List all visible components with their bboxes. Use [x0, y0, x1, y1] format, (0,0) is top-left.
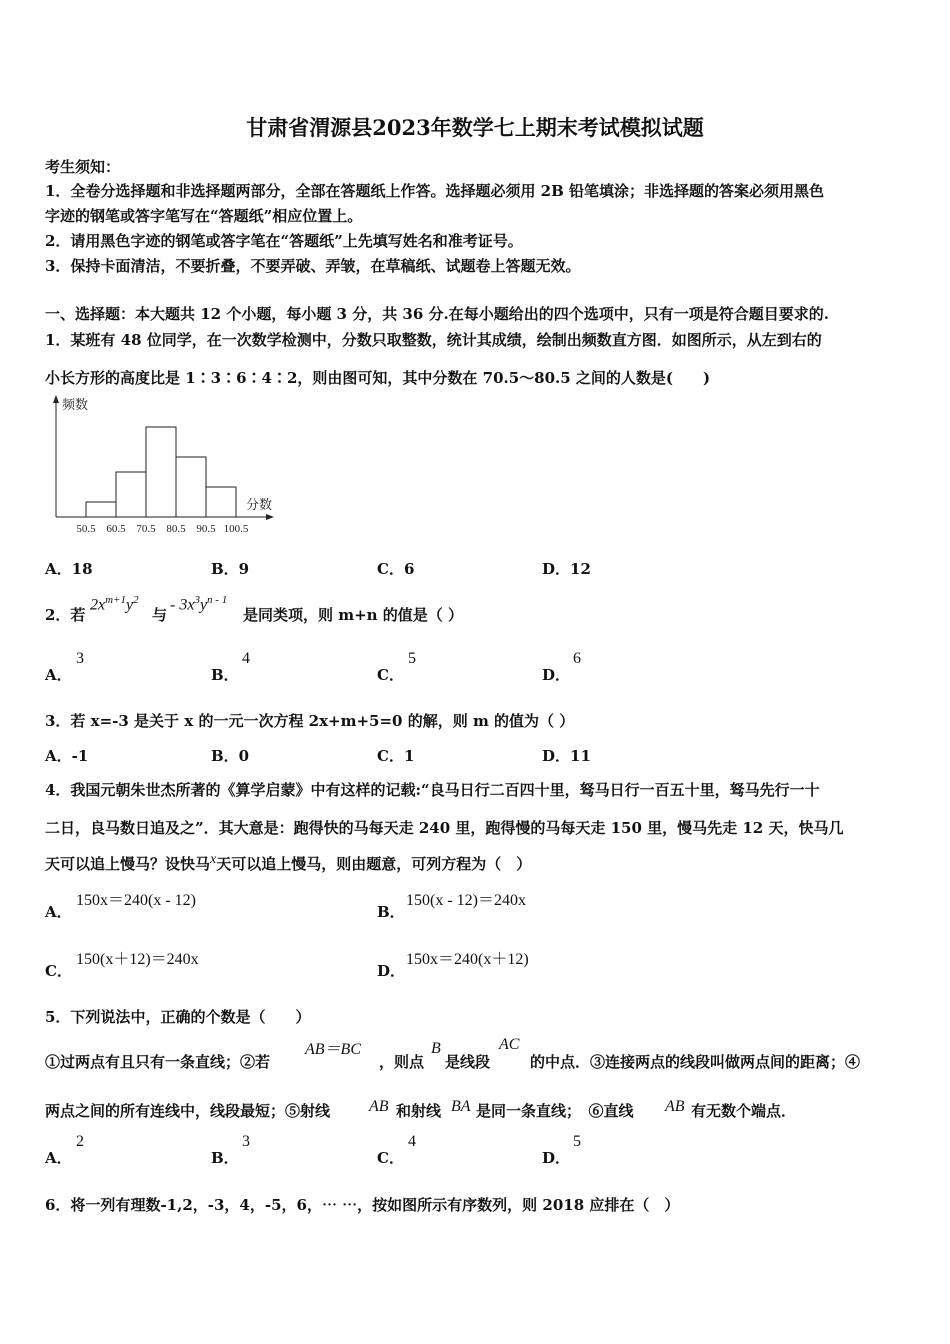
notice-line-3: 3．保持卡面清洁，不要折叠，不要弄破、弄皱，在草稿纸、试题卷上答题无效。 [45, 257, 581, 275]
q5-point-b: B [431, 1040, 441, 1057]
q5-line-2c: 是同一条直线； ⑥直线 [476, 1102, 634, 1120]
x-axis-label: 分数 [246, 497, 273, 512]
q4-option-b-label: B． [377, 903, 405, 921]
x-tick-label: 80.5 [166, 523, 186, 535]
q2-mid: 与 [152, 606, 168, 624]
q5-option-d-label: D． [542, 1149, 571, 1167]
q5-stem: 5．下列说法中，正确的个数是（ ） [45, 1008, 311, 1026]
q2-option-c-value: 5 [408, 650, 416, 667]
q2-option-a-label: A． [45, 666, 72, 684]
q2-prefix: 2．若 [45, 606, 86, 624]
q2-term-2: - $3x^3y^{n - 1}$ [170, 594, 228, 614]
q5-option-a-label: A． [45, 1149, 72, 1167]
notice-line-1-cont: 字迹的钢笔或答字笔写在“答题纸”相应位置上。 [45, 207, 363, 225]
q2-option-b-label: B． [211, 666, 239, 684]
q5-line-2b: 和射线 [396, 1102, 442, 1120]
q1-option-b: B．9 [211, 560, 250, 578]
q4-option-d-equation: 150x＝240(x＋12) [406, 951, 529, 968]
q3-option-a: A．-1 [45, 747, 89, 765]
q4-option-d-label: D． [377, 962, 406, 980]
q5-line-1a: ①过两点有且只有一条直线；②若 [45, 1053, 271, 1071]
q2-option-c-label: C． [377, 666, 404, 684]
q5-equation-ab-bc: AB＝BC [305, 1041, 361, 1058]
q5-line-ab: AB [665, 1098, 685, 1115]
x-tick-label: 60.5 [106, 523, 126, 535]
q3-stem: 3．若 x=-3 是关于 x 的一元一次方程 2x+m+5=0 的解，则 m 的值为（ ） [45, 712, 575, 730]
q4-line-1: 4．我国元朝朱世杰所著的《算学启蒙》中有这样的记载:“良马日行二百四十里，驽马日行一百五十里，驽马先行一十 [45, 781, 820, 799]
notice-line-1: 1．全卷分选择题和非选择题两部分，全部在答题纸上作答。选择题必须用 2B 铅笔填涂；非选择题的答案必须用黑色 [45, 182, 825, 200]
histogram-chart [40, 392, 280, 540]
x-axis-arrow [266, 514, 274, 520]
y-axis-arrow [53, 395, 59, 403]
q5-option-d-value: 5 [573, 1133, 581, 1150]
q6-stem: 6．将一列有理数-1,2，-3，4，-5，6，⋯ ⋯，按如图所示有序数列，则 2018 应排在（ ） [45, 1196, 680, 1214]
q4-line-3: 天可以追上慢马？设快马x天可以追上慢马，则由题意，可列方程为（ ） [45, 852, 532, 873]
q1-line-1: 1．某班有 48 位同学，在一次数学检测中，分数只取整数，统计其成绩，绘制出频数直方图．如图所示，从左到右的 [45, 331, 822, 349]
q4-option-b-equation: 150(x - 12)＝240x [406, 892, 526, 909]
q5-line-1c: 是线段 [445, 1053, 491, 1071]
notice-line-2: 2．请用黑色字迹的钢笔或答字笔在“答题纸”上先填写姓名和准考证号。 [45, 232, 523, 250]
q5-option-c-value: 4 [408, 1133, 416, 1150]
q3-option-c: C．1 [377, 747, 415, 765]
x-tick-label: 90.5 [196, 523, 216, 535]
q4-option-a-equation: 150x＝240(x - 12) [76, 892, 196, 909]
q3-option-d: D．11 [542, 747, 591, 765]
q2-option-b-value: 4 [242, 650, 250, 667]
histogram-bar [176, 457, 206, 517]
q1-option-c: C．6 [377, 560, 415, 578]
q5-option-a-value: 2 [76, 1133, 84, 1150]
q2-suffix: 是同类项，则 m+n 的值是（ ） [243, 606, 464, 624]
q4-option-c-label: C． [45, 962, 72, 980]
q5-ray-ab: AB [369, 1098, 389, 1115]
y-axis-label: 频数 [62, 397, 89, 412]
q5-line-1b: ，则点 [379, 1053, 425, 1071]
histogram-bar [146, 427, 176, 517]
x-tick-label: 70.5 [136, 523, 156, 535]
q5-ray-ba: BA [451, 1098, 471, 1115]
q2-option-d-label: D． [542, 666, 571, 684]
q5-line-1d: 的中点．③连接两点的线段叫做两点间的距离；④ [530, 1053, 861, 1071]
q1-option-a: A．18 [45, 560, 93, 578]
q1-option-d: D．12 [542, 560, 591, 578]
page-title: 甘肃省渭源县2023年数学七上期末考试模拟试题 [246, 115, 704, 140]
x-tick-label: 50.5 [76, 523, 96, 535]
q5-option-b-value: 3 [242, 1133, 250, 1150]
histogram-bar [86, 502, 116, 517]
q4-option-a-label: A． [45, 903, 72, 921]
q5-line-2d: 有无数个端点． [691, 1102, 797, 1120]
q4-option-c-equation: 150(x＋12)＝240x [76, 951, 199, 968]
q5-option-b-label: B． [211, 1149, 239, 1167]
x-tick-label: 100.5 [223, 523, 249, 535]
q2-term-1: $2x^{m+1}y^2$ [90, 594, 139, 614]
q3-option-b: B．0 [211, 747, 250, 765]
q2-option-d-value: 6 [573, 650, 581, 667]
section-heading: 一、选择题：本大题共 12 个小题，每小题 3 分，共 36 分.在每小题给出的四个选项中，只有一项是符合题目要求的. [45, 305, 829, 323]
q5-option-c-label: C． [377, 1149, 404, 1167]
notice-heading: 考生须知： [45, 158, 121, 176]
q5-segment-ac: AC [499, 1036, 520, 1053]
q4-line-2: 二日，良马数日追及之”．其大意是：跑得快的马每天走 240 里，跑得慢的马每天走 150 里，慢马先走 12 天，快马几 [45, 819, 844, 837]
q5-line-2a: 两点之间的所有连线中，线段最短；⑤射线 [45, 1102, 331, 1120]
q1-line-2: 小长方形的高度比是 1∶3∶6∶4∶2，则由图可知，其中分数在 70.5～80.5 之间的人数是( ) [45, 369, 711, 387]
q2-option-a-value: 3 [76, 650, 84, 667]
histogram-bar [116, 472, 146, 517]
histogram-bar [206, 487, 236, 517]
